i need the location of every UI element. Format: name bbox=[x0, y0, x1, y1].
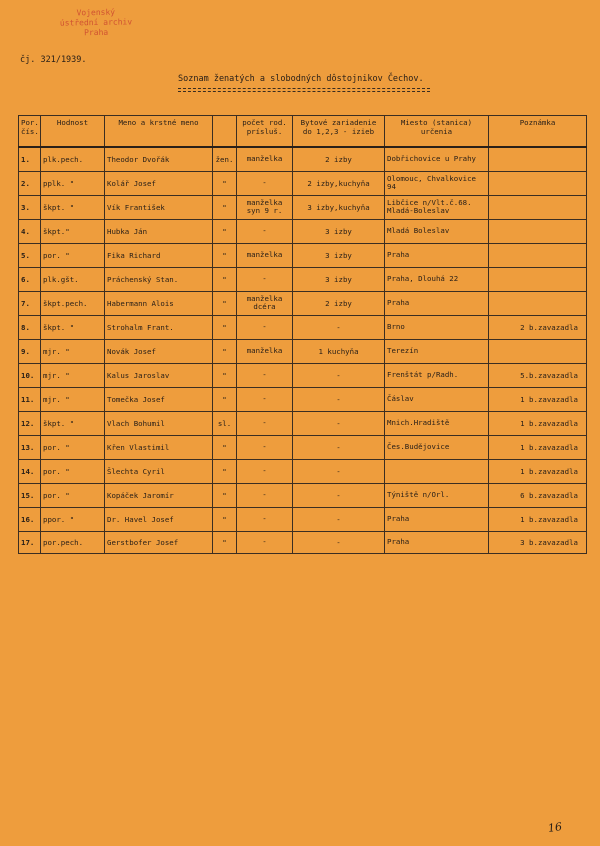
cell-name: Habermann Alois bbox=[105, 291, 213, 315]
cell-housing: 2 izby bbox=[293, 291, 385, 315]
cell-order: 15. bbox=[19, 483, 41, 507]
table-body bbox=[19, 147, 587, 553]
cell-family: manželka dcéra bbox=[237, 291, 293, 315]
table-row bbox=[19, 291, 587, 315]
cell-note bbox=[489, 219, 587, 243]
cell-order: 17. bbox=[19, 531, 41, 553]
cell-name: Hubka Ján bbox=[105, 219, 213, 243]
cell-status: " bbox=[213, 363, 237, 387]
cell-status: " bbox=[213, 339, 237, 363]
cell-place: Čáslav bbox=[385, 387, 489, 411]
stamp-line-1: Vojenský bbox=[76, 7, 116, 18]
cell-place: Mnich.Hradiště bbox=[385, 411, 489, 435]
cell-note: 3 b.zavazadla bbox=[489, 531, 587, 553]
cell-housing: 3 izby bbox=[293, 219, 385, 243]
cell-order: 6. bbox=[19, 267, 41, 291]
cell-status: " bbox=[213, 459, 237, 483]
cell-rank: por. " bbox=[41, 243, 105, 267]
cell-housing: - bbox=[293, 531, 385, 553]
cell-name: Křen Vlastimil bbox=[105, 435, 213, 459]
cell-place: Frenštát p/Radh. bbox=[385, 363, 489, 387]
cell-housing: - bbox=[293, 411, 385, 435]
table-row bbox=[19, 171, 587, 195]
cell-family: - bbox=[237, 267, 293, 291]
table-row bbox=[19, 339, 587, 363]
cell-name: Vlach Bohumil bbox=[105, 411, 213, 435]
cell-rank: škpt. " bbox=[41, 315, 105, 339]
cell-family: manželka bbox=[237, 243, 293, 267]
cell-note: 1 b.zavazadla bbox=[489, 507, 587, 531]
cell-family: - bbox=[237, 171, 293, 195]
cell-status: " bbox=[213, 387, 237, 411]
cell-note: 1 b.zavazadla bbox=[489, 387, 587, 411]
cell-note: 1 b.zavazadla bbox=[489, 459, 587, 483]
cell-rank: mjr. " bbox=[41, 363, 105, 387]
cell-status: " bbox=[213, 171, 237, 195]
cell-name: Novák Josef bbox=[105, 339, 213, 363]
table-header-row bbox=[19, 116, 587, 148]
cell-family: - bbox=[237, 387, 293, 411]
header-place: Miesto (stanica) určenia bbox=[385, 116, 489, 148]
cell-rank: pplk. " bbox=[41, 171, 105, 195]
cell-family: - bbox=[237, 507, 293, 531]
cell-name: Vík František bbox=[105, 195, 213, 219]
cell-family: - bbox=[237, 531, 293, 553]
reference-number: čj. 321/1939. bbox=[20, 55, 87, 65]
cell-housing: 3 izby bbox=[293, 243, 385, 267]
cell-family: manželka bbox=[237, 147, 293, 171]
cell-place: Olomouc, Chvalkovice 94 bbox=[385, 171, 489, 195]
table-row bbox=[19, 267, 587, 291]
cell-order: 12. bbox=[19, 411, 41, 435]
cell-family: - bbox=[237, 363, 293, 387]
table-row bbox=[19, 411, 587, 435]
cell-place: Dobřichovice u Prahy bbox=[385, 147, 489, 171]
table-row bbox=[19, 531, 587, 553]
cell-status: " bbox=[213, 531, 237, 553]
archive-stamp bbox=[46, 7, 147, 39]
cell-name: Práchenský Stan. bbox=[105, 267, 213, 291]
table-row bbox=[19, 483, 587, 507]
cell-note bbox=[489, 267, 587, 291]
cell-rank: škpt. " bbox=[41, 411, 105, 435]
cell-housing: - bbox=[293, 483, 385, 507]
cell-family: - bbox=[237, 483, 293, 507]
cell-order: 5. bbox=[19, 243, 41, 267]
cell-family: - bbox=[237, 411, 293, 435]
cell-family: - bbox=[237, 435, 293, 459]
cell-place: Čes.Budějovice bbox=[385, 435, 489, 459]
cell-housing: 3 izby,kuchyňa bbox=[293, 195, 385, 219]
cell-note bbox=[489, 195, 587, 219]
cell-name: Tomečka Josef bbox=[105, 387, 213, 411]
cell-note bbox=[489, 243, 587, 267]
header-status bbox=[213, 116, 237, 148]
cell-order: 10. bbox=[19, 363, 41, 387]
cell-rank: por. " bbox=[41, 483, 105, 507]
cell-housing: - bbox=[293, 507, 385, 531]
cell-status: " bbox=[213, 243, 237, 267]
cell-family: - bbox=[237, 315, 293, 339]
cell-housing: - bbox=[293, 459, 385, 483]
cell-rank: por. " bbox=[41, 459, 105, 483]
stamp-line-2: ústřední archiv Praha bbox=[59, 17, 133, 38]
header-rank: Hodnost bbox=[41, 116, 105, 148]
cell-name: Dr. Havel Josef bbox=[105, 507, 213, 531]
cell-name: Gerstbofer Josef bbox=[105, 531, 213, 553]
cell-housing: 1 kuchyňa bbox=[293, 339, 385, 363]
table-row bbox=[19, 315, 587, 339]
cell-status: sl. bbox=[213, 411, 237, 435]
cell-order: 13. bbox=[19, 435, 41, 459]
cell-place: Praha, Dlouhá 22 bbox=[385, 267, 489, 291]
cell-order: 3. bbox=[19, 195, 41, 219]
title-underline bbox=[178, 88, 430, 89]
cell-rank: por. " bbox=[41, 435, 105, 459]
table-row bbox=[19, 387, 587, 411]
cell-name: Fika Richard bbox=[105, 243, 213, 267]
cell-note bbox=[489, 171, 587, 195]
officer-roster-table bbox=[18, 115, 587, 554]
header-housing: Bytové zariadenie do 1,2,3 - izieb bbox=[293, 116, 385, 148]
cell-rank: škpt.pech. bbox=[41, 291, 105, 315]
cell-rank: plk.gšt. bbox=[41, 267, 105, 291]
table-row bbox=[19, 195, 587, 219]
document-title: Soznam ženatých a slobodných dôstojnikov Čechov. bbox=[178, 74, 424, 84]
cell-status: " bbox=[213, 507, 237, 531]
cell-note: 5.b.zavazadla bbox=[489, 363, 587, 387]
cell-place: Terezín bbox=[385, 339, 489, 363]
cell-status: " bbox=[213, 435, 237, 459]
table-row bbox=[19, 363, 587, 387]
cell-rank: mjr. " bbox=[41, 387, 105, 411]
cell-place: Praha bbox=[385, 243, 489, 267]
cell-note bbox=[489, 291, 587, 315]
header-family: počet rod. prísluš. bbox=[237, 116, 293, 148]
cell-place bbox=[385, 459, 489, 483]
cell-status: " bbox=[213, 195, 237, 219]
cell-name: Kalus Jaroslav bbox=[105, 363, 213, 387]
cell-family: manželka syn 9 r. bbox=[237, 195, 293, 219]
cell-note bbox=[489, 147, 587, 171]
table-row bbox=[19, 435, 587, 459]
header-note: Poznámka bbox=[489, 116, 587, 148]
cell-note: 6 b.zavazadla bbox=[489, 483, 587, 507]
cell-order: 4. bbox=[19, 219, 41, 243]
cell-housing: 2 izby bbox=[293, 147, 385, 171]
cell-order: 11. bbox=[19, 387, 41, 411]
cell-name: Šlechta Cyril bbox=[105, 459, 213, 483]
cell-place: Praha bbox=[385, 291, 489, 315]
table-row bbox=[19, 507, 587, 531]
cell-order: 7. bbox=[19, 291, 41, 315]
table-row bbox=[19, 243, 587, 267]
cell-family: - bbox=[237, 459, 293, 483]
cell-order: 2. bbox=[19, 171, 41, 195]
cell-housing: - bbox=[293, 435, 385, 459]
table-row bbox=[19, 219, 587, 243]
cell-status: " bbox=[213, 315, 237, 339]
cell-housing: 3 izby bbox=[293, 267, 385, 291]
table-row bbox=[19, 147, 587, 171]
cell-housing: - bbox=[293, 315, 385, 339]
cell-name: Theodor Dvořák bbox=[105, 147, 213, 171]
header-name: Meno a krstné meno bbox=[105, 116, 213, 148]
title-underline-2 bbox=[178, 91, 430, 92]
cell-status: " bbox=[213, 291, 237, 315]
cell-rank: škpt. " bbox=[41, 195, 105, 219]
cell-order: 8. bbox=[19, 315, 41, 339]
cell-rank: škpt." bbox=[41, 219, 105, 243]
cell-note: 2 b.zavazadla bbox=[489, 315, 587, 339]
cell-family: manželka bbox=[237, 339, 293, 363]
cell-status: žen. bbox=[213, 147, 237, 171]
cell-housing: - bbox=[293, 387, 385, 411]
cell-order: 1. bbox=[19, 147, 41, 171]
cell-name: Kopáček Jaromír bbox=[105, 483, 213, 507]
cell-note: 1 b.zavazadla bbox=[489, 411, 587, 435]
cell-housing: - bbox=[293, 363, 385, 387]
table-row bbox=[19, 459, 587, 483]
cell-status: " bbox=[213, 267, 237, 291]
cell-note bbox=[489, 339, 587, 363]
cell-order: 9. bbox=[19, 339, 41, 363]
cell-housing: 2 izby,kuchyňa bbox=[293, 171, 385, 195]
cell-note: 1 b.zavazadla bbox=[489, 435, 587, 459]
cell-status: " bbox=[213, 219, 237, 243]
cell-rank: ppor. " bbox=[41, 507, 105, 531]
cell-status: " bbox=[213, 483, 237, 507]
cell-name: Kolář Josef bbox=[105, 171, 213, 195]
cell-place: Praha bbox=[385, 507, 489, 531]
cell-place: Libčice n/Vlt.č.68. Mladá-Boleslav bbox=[385, 195, 489, 219]
cell-rank: mjr. " bbox=[41, 339, 105, 363]
cell-rank: plk.pech. bbox=[41, 147, 105, 171]
page-number-signature: 16 bbox=[547, 820, 563, 835]
cell-place: Týniště n/Orl. bbox=[385, 483, 489, 507]
cell-place: Brno bbox=[385, 315, 489, 339]
cell-place: Mladá Boleslav bbox=[385, 219, 489, 243]
cell-rank: por.pech. bbox=[41, 531, 105, 553]
cell-order: 16. bbox=[19, 507, 41, 531]
cell-name: Strohalm Frant. bbox=[105, 315, 213, 339]
cell-place: Praha bbox=[385, 531, 489, 553]
cell-family: - bbox=[237, 219, 293, 243]
cell-order: 14. bbox=[19, 459, 41, 483]
header-order: Por. čís. bbox=[19, 116, 41, 148]
